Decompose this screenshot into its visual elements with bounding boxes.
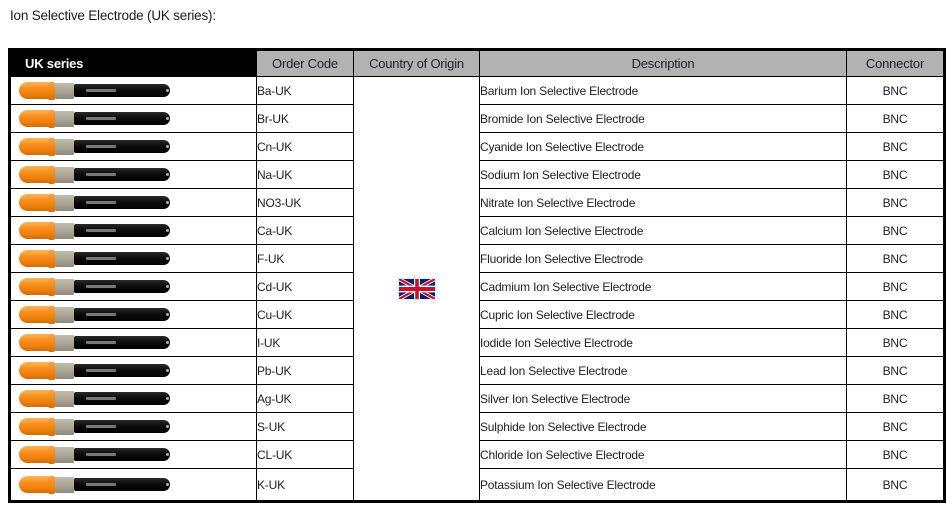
electrode-tip-highlight [166,173,169,176]
order-code-cell: NO3-UK [257,189,354,217]
electrode-shaft [74,392,170,405]
electrode-image-cell [10,217,257,245]
electrode-tip-highlight [166,117,169,120]
electrode-image [19,417,171,436]
electrode-collar [55,477,74,493]
electrode-ring [48,278,55,296]
description-cell: Cadmium Ion Selective Electrode [480,273,847,301]
electrode-image-cell [10,77,257,105]
connector-cell: BNC [847,273,945,301]
electrode-shaft [74,308,170,321]
electrode-collar [55,307,74,323]
electrode-tip-highlight [166,89,169,92]
electrode-shaft [74,168,170,181]
connector-cell: BNC [847,357,945,385]
electrode-brand-text [86,89,116,92]
electrode-cap [19,362,49,379]
electrode-tip-highlight [166,397,169,400]
electrode-ring [48,446,55,464]
header-connector: Connector [847,50,945,77]
electrode-cap [19,476,49,493]
order-code-cell: K-UK [257,469,354,502]
electrode-shaft [74,196,170,209]
connector-cell: BNC [847,441,945,469]
electrode-brand-text [86,201,116,204]
electrode-image-cell [10,441,257,469]
electrode-cap [19,446,49,463]
table-row [10,77,945,105]
electrode-brand-text [86,425,116,428]
electrode-brand-text [86,341,116,344]
electrode-collar [55,139,74,155]
electrode-image [19,333,171,352]
electrode-cap [19,138,49,155]
electrode-shaft [74,252,170,265]
electrode-tip-highlight [166,285,169,288]
electrode-cap [19,418,49,435]
description-cell: Iodide Ion Selective Electrode [480,329,847,357]
connector-cell: BNC [847,189,945,217]
electrode-shaft [74,448,170,461]
electrode-shaft [74,364,170,377]
description-cell: Sulphide Ion Selective Electrode [480,413,847,441]
electrode-shaft [74,478,170,491]
electrode-shaft [74,420,170,433]
electrode-collar [55,167,74,183]
electrode-cap [19,166,49,183]
electrode-collar [55,251,74,267]
electrode-image [19,221,171,240]
electrode-image-cell [10,189,257,217]
electrode-shaft [74,336,170,349]
description-cell: Potassium Ion Selective Electrode [480,469,847,502]
electrode-collar [55,195,74,211]
electrode-ring [48,418,55,436]
electrode-brand-text [86,257,116,260]
electrode-ring [48,306,55,324]
electrode-collar [55,335,74,351]
description-cell: Bromide Ion Selective Electrode [480,105,847,133]
electrode-collar [55,363,74,379]
electrode-tip-highlight [166,257,169,260]
electrode-image [19,389,171,408]
electrode-image-cell [10,301,257,329]
order-code-cell: Cd-UK [257,273,354,301]
electrode-ring [48,166,55,184]
description-cell: Nitrate Ion Selective Electrode [480,189,847,217]
description-cell: Calcium Ion Selective Electrode [480,217,847,245]
connector-cell: BNC [847,329,945,357]
electrode-brand-text [86,483,116,486]
description-cell: Silver Ion Selective Electrode [480,385,847,413]
order-code-cell: Ba-UK [257,77,354,105]
electrode-ring [48,334,55,352]
order-code-cell: Cn-UK [257,133,354,161]
electrode-shaft [74,280,170,293]
electrode-cap [19,390,49,407]
electrode-ring [48,110,55,128]
order-code-cell: Br-UK [257,105,354,133]
electrode-tip-highlight [166,425,169,428]
electrode-brand-text [86,229,116,232]
order-code-cell: Ag-UK [257,385,354,413]
electrode-image [19,361,171,380]
electrode-tip-highlight [166,313,169,316]
description-cell: Cupric Ion Selective Electrode [480,301,847,329]
electrode-ring [48,194,55,212]
electrode-ring [48,362,55,380]
electrode-shaft [74,224,170,237]
description-cell: Lead Ion Selective Electrode [480,357,847,385]
electrode-image [19,445,171,464]
electrode-ring [48,82,55,100]
order-code-cell: Pb-UK [257,357,354,385]
electrode-table [8,48,946,503]
connector-cell: BNC [847,161,945,189]
electrode-collar [55,391,74,407]
electrode-ring [48,390,55,408]
electrode-ring [48,476,55,494]
electrode-brand-text [86,173,116,176]
electrode-image [19,249,171,268]
electrode-image-cell [10,385,257,413]
electrode-tip-highlight [166,453,169,456]
electrode-cap [19,82,49,99]
country-of-origin-cell [354,77,480,502]
order-code-cell: Na-UK [257,161,354,189]
electrode-collar [55,279,74,295]
electrode-shaft [74,84,170,97]
connector-cell: BNC [847,217,945,245]
electrode-brand-text [86,285,116,288]
order-code-cell: Cu-UK [257,301,354,329]
electrode-image [19,277,171,296]
connector-cell: BNC [847,469,945,502]
electrode-cap [19,110,49,127]
uk-flag-icon [399,279,435,299]
electrode-tip-highlight [166,341,169,344]
header-order-code: Order Code [257,50,354,77]
connector-cell: BNC [847,301,945,329]
electrode-image-cell [10,329,257,357]
connector-cell: BNC [847,385,945,413]
electrode-image-cell [10,133,257,161]
electrode-shaft [74,140,170,153]
electrode-tip-highlight [166,145,169,148]
page-title: Ion Selective Electrode (UK series): [10,8,216,23]
description-cell: Sodium Ion Selective Electrode [480,161,847,189]
electrode-cap [19,278,49,295]
electrode-image [19,165,171,184]
electrode-cap [19,194,49,211]
connector-cell: BNC [847,133,945,161]
electrode-cap [19,306,49,323]
electrode-image-cell [10,273,257,301]
order-code-cell: S-UK [257,413,354,441]
electrode-collar [55,111,74,127]
electrode-image-cell [10,413,257,441]
electrode-shaft [74,112,170,125]
order-code-cell: Ca-UK [257,217,354,245]
header-country-of-origin: Country of Origin [354,50,480,77]
electrode-ring [48,250,55,268]
electrode-cap [19,250,49,267]
electrode-brand-text [86,397,116,400]
electrode-brand-text [86,369,116,372]
electrode-collar [55,83,74,99]
electrode-brand-text [86,453,116,456]
electrode-ring [48,222,55,240]
electrode-image [19,305,171,324]
header-description: Description [480,50,847,77]
electrode-image [19,475,171,494]
electrode-collar [55,419,74,435]
electrode-tip-highlight [166,229,169,232]
electrode-brand-text [86,145,116,148]
electrode-tip-highlight [166,369,169,372]
order-code-cell: F-UK [257,245,354,273]
description-cell: Cyanide Ion Selective Electrode [480,133,847,161]
connector-cell: BNC [847,105,945,133]
connector-cell: BNC [847,413,945,441]
order-code-cell: CL-UK [257,441,354,469]
electrode-image-cell [10,105,257,133]
description-cell: Fluoride Ion Selective Electrode [480,245,847,273]
electrode-image-cell [10,245,257,273]
header-uk-series: UK series [10,50,257,77]
description-cell: Barium Ion Selective Electrode [480,77,847,105]
electrode-image [19,109,171,128]
electrode-brand-text [86,313,116,316]
electrode-collar [55,223,74,239]
electrode-image [19,81,171,100]
connector-cell: BNC [847,245,945,273]
electrode-collar [55,447,74,463]
electrode-cap [19,222,49,239]
electrode-tip-highlight [166,483,169,486]
electrode-image-cell [10,469,257,502]
electrode-image-cell [10,161,257,189]
electrode-image [19,193,171,212]
electrode-cap [19,334,49,351]
order-code-cell: I-UK [257,329,354,357]
electrode-tip-highlight [166,201,169,204]
electrode-image [19,137,171,156]
table-header-row [10,50,945,77]
electrode-ring [48,138,55,156]
electrode-image-cell [10,357,257,385]
connector-cell: BNC [847,77,945,105]
electrode-brand-text [86,117,116,120]
table-body [10,77,945,502]
description-cell: Chloride Ion Selective Electrode [480,441,847,469]
